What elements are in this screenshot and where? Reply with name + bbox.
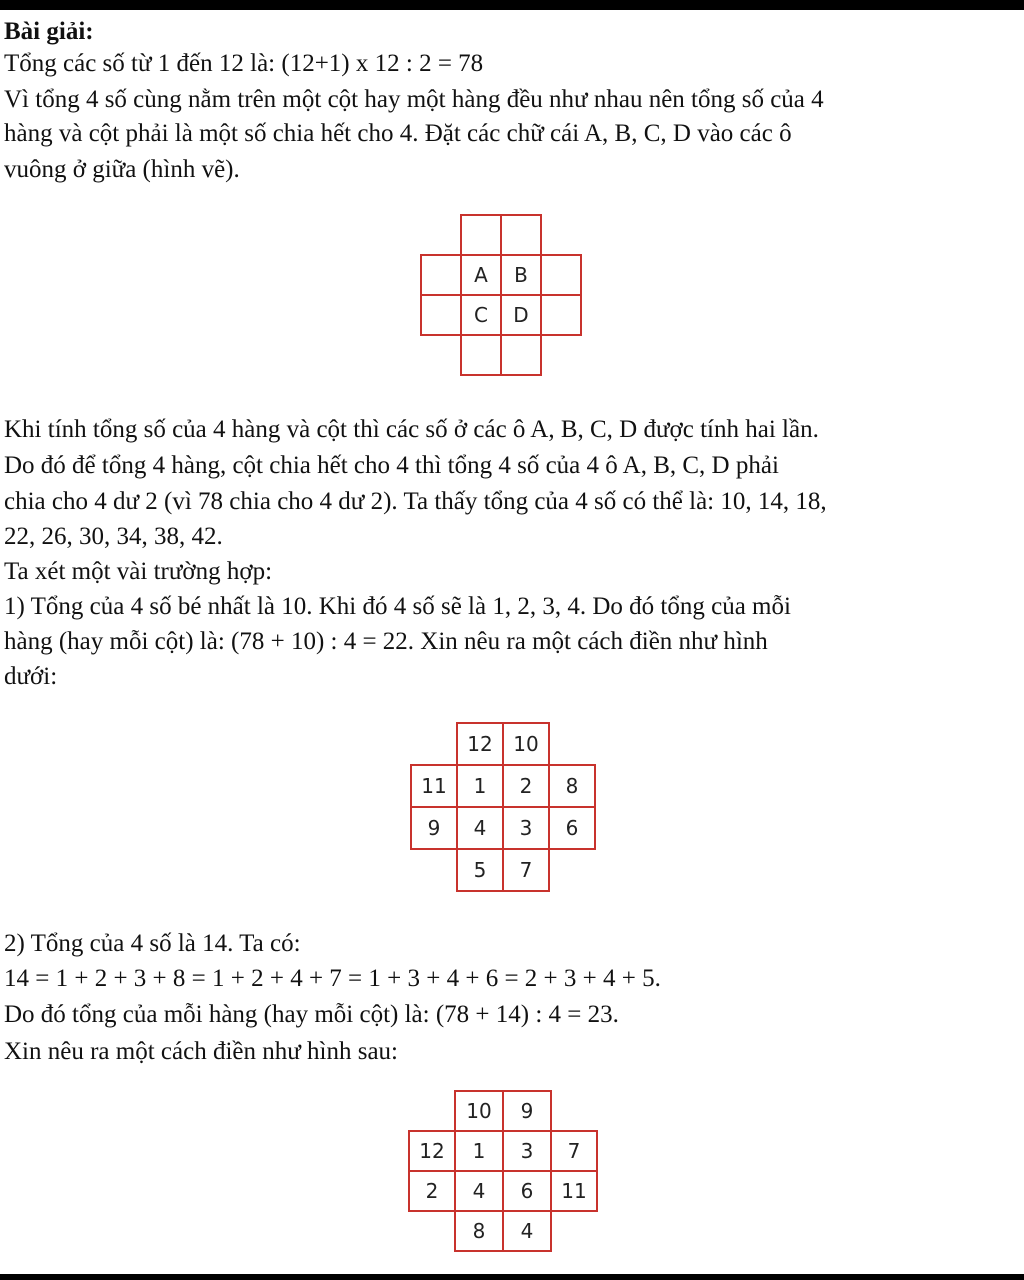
bottom-border xyxy=(0,1274,1024,1280)
explanation-line-8: dưới: xyxy=(4,663,58,690)
case2-line-3: Do đó tổng của mỗi hàng (hay mỗi cột) là: (78 + 14) : 4 = 23. xyxy=(4,1001,619,1028)
grid-cell: 3 xyxy=(502,806,550,850)
intro-line-3: hàng và cột phải là một số chia hết cho 4. Đặt các chữ cái A, B, C, D vào các ô xyxy=(4,120,792,147)
case2-line-1: 2) Tổng của 4 số là 14. Ta có: xyxy=(4,930,301,957)
grid-cell: 9 xyxy=(502,1090,552,1132)
grid-cell xyxy=(500,214,542,256)
case2-line-4: Xin nêu ra một cách điền như hình sau: xyxy=(4,1038,399,1065)
grid-cell xyxy=(460,214,502,256)
grid-cell xyxy=(460,334,502,376)
grid-cell-c: C xyxy=(460,294,502,336)
grid-cell: 12 xyxy=(456,722,504,766)
grid-cell: 6 xyxy=(548,806,596,850)
letter-grid xyxy=(420,214,582,376)
top-border xyxy=(0,0,1024,10)
explanation-line-1: Khi tính tổng số của 4 hàng và cột thì các số ở các ô A, B, C, D được tính hai lần. xyxy=(4,416,819,443)
grid-cell: 11 xyxy=(410,764,458,808)
solution-heading: Bài giải: xyxy=(4,18,94,45)
grid-cell: 2 xyxy=(502,764,550,808)
grid-cell xyxy=(420,294,462,336)
grid-cell-a: A xyxy=(460,254,502,296)
intro-line-1: Tổng các số từ 1 đến 12 là: (12+1) x 12 : 2 = 78 xyxy=(4,50,484,77)
grid-cell: 10 xyxy=(502,722,550,766)
case1-grid xyxy=(410,722,594,888)
grid-cell: 10 xyxy=(454,1090,504,1132)
grid-cell-b: B xyxy=(500,254,542,296)
intro-line-4: vuông ở giữa (hình vẽ). xyxy=(4,156,240,183)
grid-cell xyxy=(420,254,462,296)
explanation-line-5: Ta xét một vài trường hợp: xyxy=(4,558,273,585)
explanation-line-4: 22, 26, 30, 34, 38, 42. xyxy=(4,523,223,550)
grid-cell: 8 xyxy=(454,1210,504,1252)
grid-cell: 7 xyxy=(502,848,550,892)
grid-cell: 1 xyxy=(454,1130,504,1172)
grid-cell: 1 xyxy=(456,764,504,808)
grid-cell: 4 xyxy=(454,1170,504,1212)
intro-line-2: Vì tổng 4 số cùng nằm trên một cột hay một hàng đều như nhau nên tổng số của 4 xyxy=(4,86,824,113)
grid-cell: 6 xyxy=(502,1170,552,1212)
explanation-line-3: chia cho 4 dư 2 (vì 78 chia cho 4 dư 2). Ta thấy tổng của 4 số có thể là: 10, 14, 18, xyxy=(4,488,827,515)
grid-cell: 3 xyxy=(502,1130,552,1172)
explanation-line-7: hàng (hay mỗi cột) là: (78 + 10) : 4 = 22. Xin nêu ra một cách điền như hình xyxy=(4,628,768,655)
grid-cell: 5 xyxy=(456,848,504,892)
case2-line-2: 14 = 1 + 2 + 3 + 8 = 1 + 2 + 4 + 7 = 1 + 3 + 4 + 6 = 2 + 3 + 4 + 5. xyxy=(4,965,661,992)
explanation-line-6: 1) Tổng của 4 số bé nhất là 10. Khi đó 4 số sẽ là 1, 2, 3, 4. Do đó tổng của mỗi xyxy=(4,593,791,620)
grid-cell: 4 xyxy=(456,806,504,850)
case2-grid xyxy=(408,1090,598,1248)
explanation-line-2: Do đó để tổng 4 hàng, cột chia hết cho 4 thì tổng 4 số của 4 ô A, B, C, D phải xyxy=(4,452,779,479)
grid-cell: 2 xyxy=(408,1170,456,1212)
grid-cell xyxy=(540,254,582,296)
grid-cell: 4 xyxy=(502,1210,552,1252)
grid-cell-d: D xyxy=(500,294,542,336)
grid-cell xyxy=(500,334,542,376)
grid-cell xyxy=(540,294,582,336)
grid-cell: 12 xyxy=(408,1130,456,1172)
grid-cell: 11 xyxy=(550,1170,598,1212)
grid-cell: 9 xyxy=(410,806,458,850)
grid-cell: 8 xyxy=(548,764,596,808)
grid-cell: 7 xyxy=(550,1130,598,1172)
